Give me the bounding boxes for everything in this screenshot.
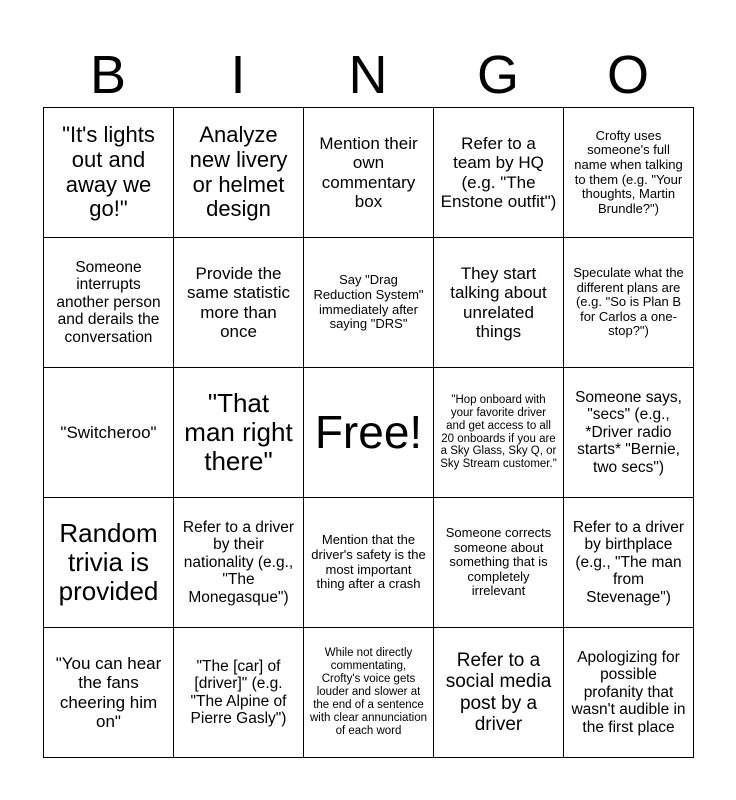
bingo-cell[interactable]: Refer to a driver by their nationality (e.g., "The Monegasque"): [174, 498, 304, 628]
bingo-cell[interactable]: Someone says, "secs" (e.g., *Driver radio starts* "Bernie, two secs"): [564, 368, 694, 498]
header-letter-o: O: [606, 45, 649, 105]
bingo-cell[interactable]: Refer to a social media post by a driver: [434, 628, 564, 758]
bingo-cell[interactable]: "Switcheroo": [44, 368, 174, 498]
bingo-cell[interactable]: Someone interrupts another person and derails the conversation: [44, 238, 174, 368]
bingo-cell[interactable]: Speculate what the different plans are (e.g. "So is Plan B for Carlos a one-stop?"): [564, 238, 694, 368]
bingo-cell[interactable]: "The [car] of [driver]" (e.g. "The Alpine of Pierre Gasly"): [174, 628, 304, 758]
bingo-cell[interactable]: Someone corrects someone about something that is completely irrelevant: [434, 498, 564, 628]
bingo-cell[interactable]: Apologizing for possible profanity that wasn't audible in the first place: [564, 628, 694, 758]
bingo-cell[interactable]: "It's lights out and away we go!": [44, 108, 174, 238]
bingo-cell[interactable]: "Hop onboard with your favorite driver and get access to all 20 onboards if you are a Sky Glass, Sky Q, or Sky Stream customer.": [434, 368, 564, 498]
bingo-cell[interactable]: Random trivia is provided: [44, 498, 174, 628]
bingo-cell[interactable]: "You can hear the fans cheering him on": [44, 628, 174, 758]
bingo-cell[interactable]: Analyze new livery or helmet design: [174, 108, 304, 238]
header-letter-g: G: [476, 45, 519, 105]
header-letter-b: B: [89, 45, 127, 105]
bingo-row-1: [44, 108, 694, 238]
bingo-cell[interactable]: Refer to a team by HQ (e.g. "The Enstone outfit"): [434, 108, 564, 238]
header-letter-n: N: [348, 45, 388, 105]
bingo-cell[interactable]: Mention that the driver's safety is the most important thing after a crash: [304, 498, 434, 628]
header-letter-i: I: [230, 45, 246, 105]
bingo-row-2: [44, 238, 694, 368]
bingo-cell[interactable]: Say "Drag Reduction System" immediately after saying "DRS": [304, 238, 434, 368]
bingo-cell[interactable]: Crofty uses someone's full name when talking to them (e.g. "Your thoughts, Martin Brundle?"): [564, 108, 694, 238]
bingo-row-4: [44, 498, 694, 628]
free-space-cell[interactable]: Free!: [304, 368, 434, 498]
bingo-cell[interactable]: Refer to a driver by birthplace (e.g., "The man from Stevenage"): [564, 498, 694, 628]
bingo-header: [43, 44, 693, 106]
bingo-cell[interactable]: Mention their own commentary box: [304, 108, 434, 238]
bingo-row-5: [44, 628, 694, 758]
bingo-row-3: [44, 368, 694, 498]
bingo-cell[interactable]: "That man right there": [174, 368, 304, 498]
bingo-grid: [43, 107, 694, 758]
bingo-cell[interactable]: While not directly commentating, Crofty's voice gets louder and slower at the end of a sentence with clear annunciation of each word: [304, 628, 434, 758]
bingo-cell[interactable]: Provide the same statistic more than once: [174, 238, 304, 368]
bingo-cell[interactable]: They start talking about unrelated things: [434, 238, 564, 368]
